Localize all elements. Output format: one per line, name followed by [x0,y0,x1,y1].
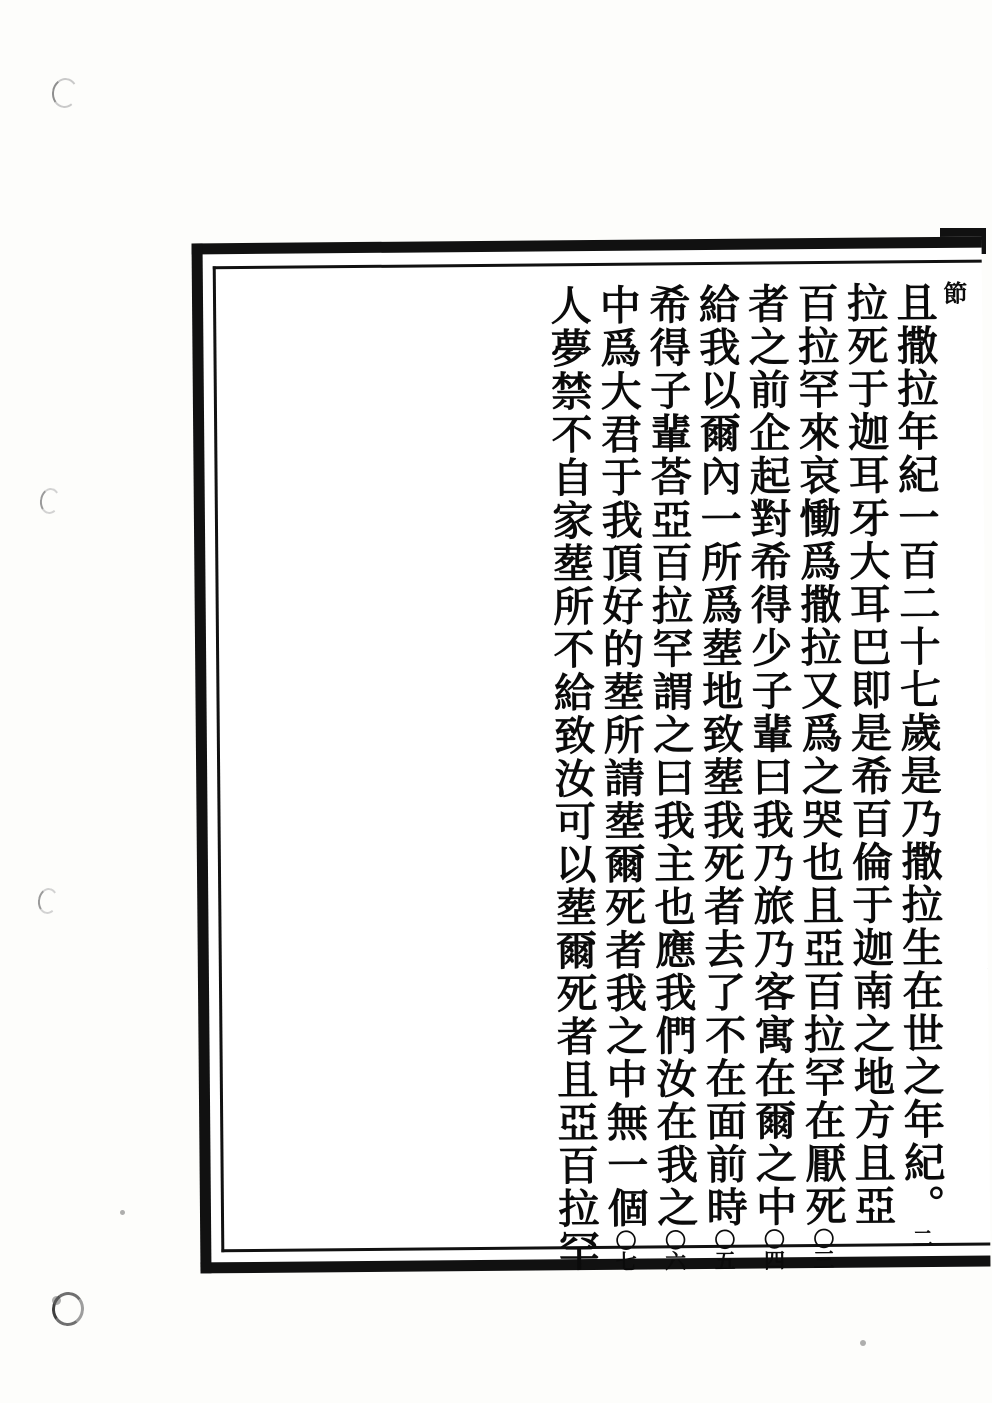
column-text: 者之前企起對希得少子輩曰我乃旅乃客寓在爾之中 [741,282,798,1229]
text-column-6 [642,279,699,1272]
binder-hole-icon [50,76,80,109]
margin-note: 〇三 [810,1227,837,1271]
text-column-7 [592,280,649,1272]
column-text: 拉死于迦耳牙大耳巴即是希百倫于迦南之地方且亞 [839,281,897,1228]
text-column-3 [790,278,847,1271]
margin-note: 〇五 [711,1228,738,1271]
column-text: 且撒拉年紀一百二十七歲是乃撒拉生在世之年紀。 [889,280,946,1228]
text-column-1 [889,277,946,1249]
binder-hole-icon [38,487,61,516]
ink-speck [120,1210,125,1215]
column-text: 希得子輩荅亞百拉罕謂之曰我主也應我們汝在我之 [642,283,699,1230]
vertical-text-columns [216,263,991,1274]
ink-speck [52,1296,61,1305]
text-block-frame [192,237,991,1274]
margin-note: 〇四 [761,1228,787,1271]
margin-note: 〇七 [612,1229,639,1272]
column-text: 中爲大君于我頂好的塟所請塟爾死者我之中無一個 [592,283,649,1230]
text-column-2 [839,277,897,1241]
column-text: 百拉罕來哀慟爲撒拉又爲之哭也且亞百拉罕在厭死 [790,281,847,1229]
column-text: 給我以爾內一所爲塟地致塟我死者去了不在面前時 [691,282,748,1230]
margin-note: 二 [909,1227,935,1249]
margin-note: 〇六 [662,1229,688,1272]
column-heading: 節 [938,280,969,305]
ink-speck [860,1340,866,1346]
text-column-8 [543,280,600,1274]
text-column-5 [691,279,748,1271]
column-text: 人夢禁不自家塟所不給致汝可以塟爾死者且亞百拉罕 [543,283,600,1274]
text-block-frame-inner [213,260,991,1274]
text-column-4 [741,278,798,1271]
binder-hole-icon [36,887,59,916]
